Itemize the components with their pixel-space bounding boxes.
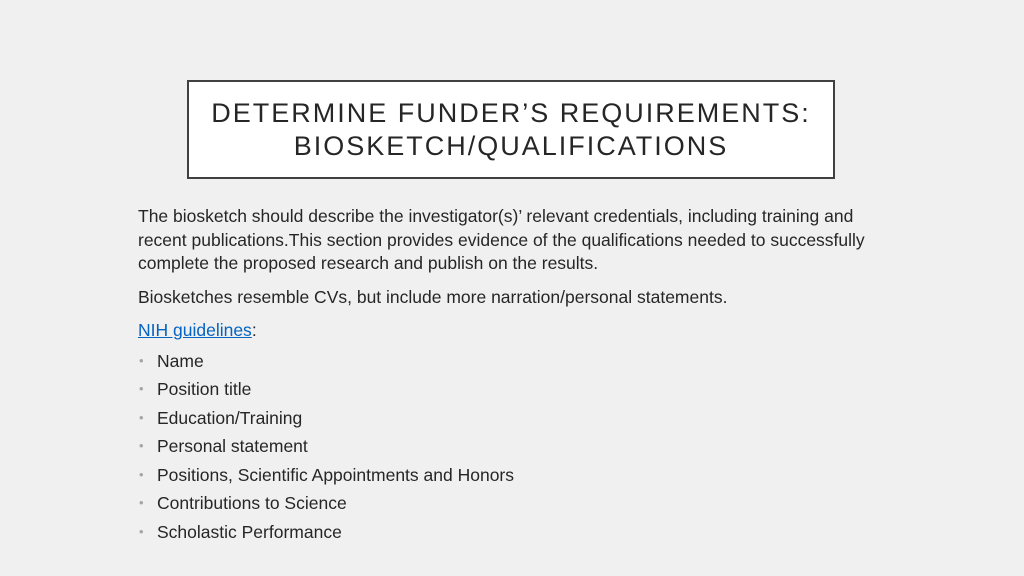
list-item-label: Name <box>157 350 204 371</box>
nih-guidelines-link[interactable]: NIH guidelines <box>138 320 252 340</box>
cv-comparison-paragraph: Biosketches resemble CVs, but include more narration/personal statements. <box>138 286 728 307</box>
list-item <box>138 404 878 433</box>
slide-content <box>138 205 878 546</box>
guidelines-list <box>138 347 878 547</box>
bullet-icon: • <box>139 352 144 368</box>
bullet-icon: • <box>139 466 144 482</box>
list-item <box>138 347 878 376</box>
list-item <box>138 461 878 490</box>
list-item <box>138 375 878 404</box>
list-item-label: Personal statement <box>157 436 308 456</box>
description-paragraph: The biosketch should describe the investigator(s)’ relevant credentials, including training and recent publications.This section provides evidence of the qualifications needed to successfully complete the proposed research and publish on the results. <box>138 206 865 273</box>
bullet-icon: • <box>139 409 144 425</box>
bullet-icon: • <box>139 523 144 539</box>
bullet-icon: • <box>139 381 144 396</box>
list-item-label: Position title <box>157 379 252 399</box>
list-item-label: Education/Training <box>157 407 303 428</box>
list-item-label: Scholastic Performance <box>157 521 342 542</box>
bullet-icon: • <box>139 495 144 510</box>
slide-title-line-1: DETERMINE FUNDER’S REQUIREMENTS: <box>211 97 811 128</box>
list-item-label: Contributions to Science <box>157 493 347 513</box>
bullet-icon: • <box>139 438 144 453</box>
guidelines-colon: : <box>251 320 257 340</box>
slide-title-line-2: BIOSKETCH/QUALIFICATIONS <box>293 130 729 161</box>
list-item <box>138 518 878 547</box>
list-item <box>138 432 878 461</box>
list-item-label: Positions, Scientific Appointments and Honors <box>157 464 514 485</box>
title-box <box>187 80 835 179</box>
list-item <box>138 489 878 518</box>
guidelines-heading <box>138 319 878 343</box>
